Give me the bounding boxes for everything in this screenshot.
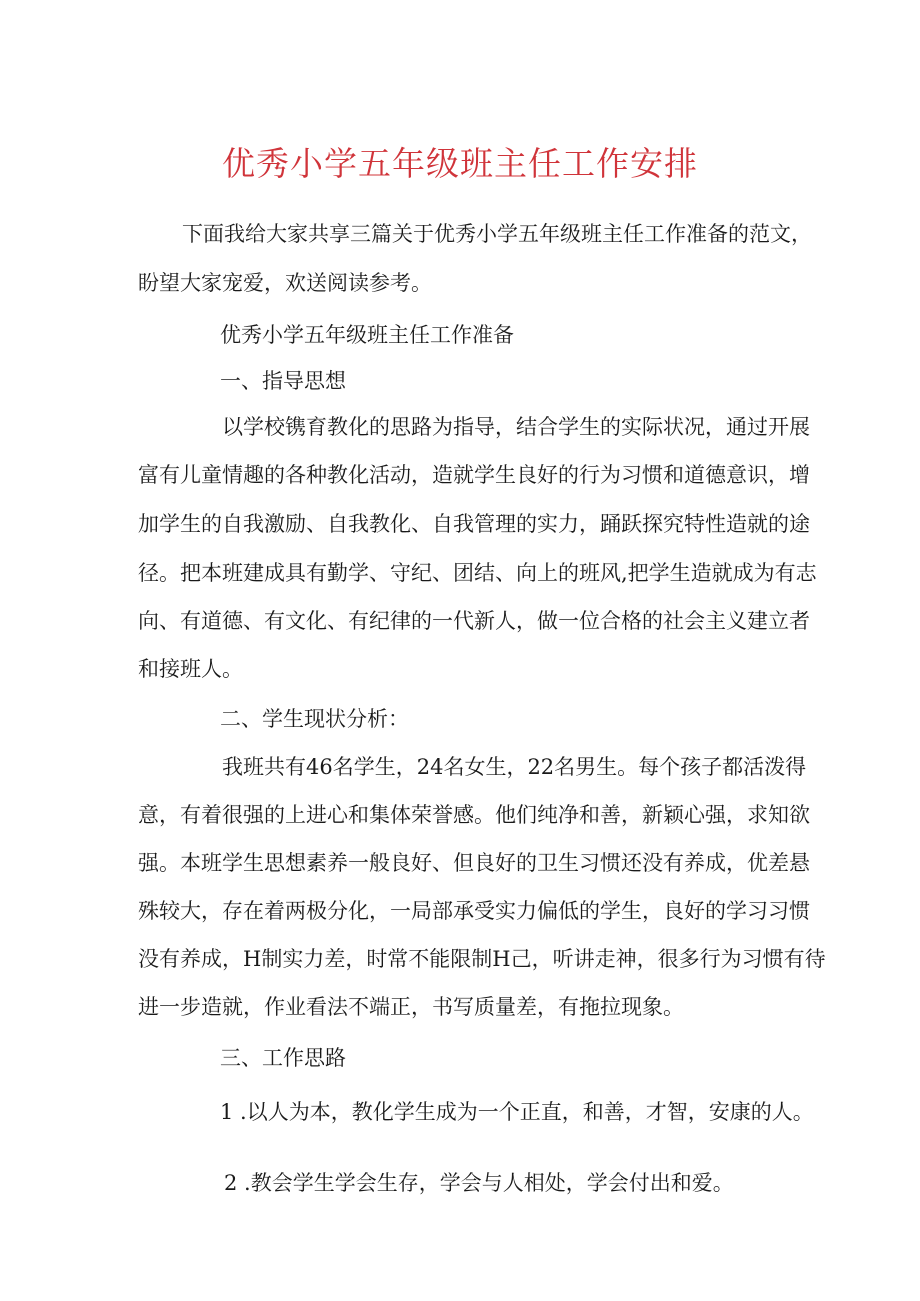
document-title: 优秀小学五年级班主任工作安排 [222,144,698,183]
section-heading-2: 二、学生现状分析： [220,707,409,731]
intro-line-2: 盼望大家宠爱，欢送阅读参考。 [138,271,432,295]
subtitle: 优秀小学五年级班主任工作准备 [220,323,514,347]
work-item-1: 1 .以人为本，教化学生成为一个正直，和善，才智，安康的人。 [220,1100,814,1124]
section-2-line-2: 意，有着很强的上进心和集体荣誉感。他们纯净和善，新颖心强，求知欲 [138,803,810,827]
intro-line-1: 下面我给大家共享三篇关于优秀小学五年级班主任工作准备的范文， [182,222,812,246]
section-2-line-4: 殊较大，存在着两极分化，一局部承受实力偏低的学生，良好的学习习惯 [138,899,810,923]
section-1-line-4: 径。把本班建成具有勤学、守纪、团结、向上的班风,把学生造就成为有志 [138,561,817,585]
work-item-2: 2 .教会学生学会生存，学会与人相处，学会付出和爱。 [224,1171,734,1195]
section-2-line-3: 强。本班学生思想素养一般良好、但良好的卫生习惯还没有养成，优差悬 [138,851,810,875]
section-2-line-1: 我班共有46名学生，24名女生，22名男生。每个孩子都活泼得 [222,755,807,779]
section-2-line-6: 进一步造就，作业看法不端正，书写质量差，有拖拉现象。 [138,995,684,1019]
section-1-line-1: 以学校镌育教化的思路为指导，结合学生的实际状况，通过开展 [222,415,810,439]
section-heading-3: 三、工作思路 [220,1046,346,1070]
section-2-line-5: 没有养成，H制实力差，时常不能限制H己，听讲走神，很多行为习惯有待 [138,947,826,971]
section-1-line-6: 和接班人。 [138,657,243,681]
section-1-line-3: 加学生的自我激励、自我教化、自我管理的实力，踊跃探究特性造就的途 [138,512,810,536]
section-heading-1: 一、指导思想 [220,369,346,393]
section-1-line-2: 富有儿童情趣的各种教化活动，造就学生良好的行为习惯和道德意识，增 [138,463,810,487]
section-1-line-5: 向、有道德、有文化、有纪律的一代新人，做一位合格的社会主义建立者 [138,609,810,633]
